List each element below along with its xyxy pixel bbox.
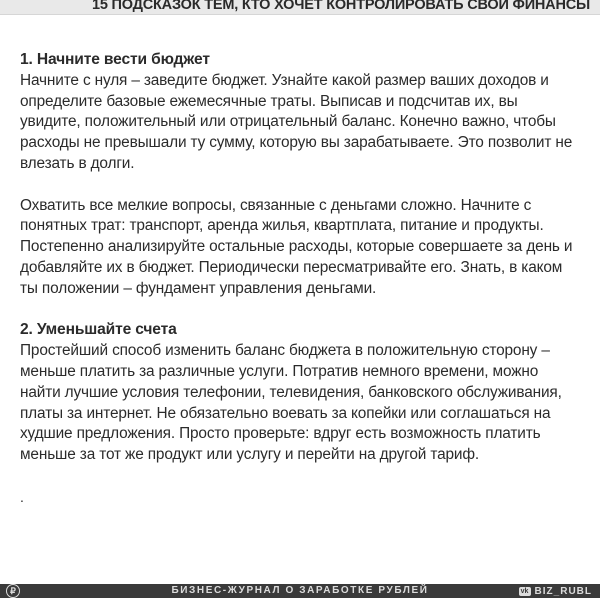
section-heading: 2. Уменьшайте счета [20,321,177,339]
section-bills [20,320,580,466]
article-content [20,50,580,508]
header-title: 15 ПОДСКАЗОК ТЕМ, КТО ХОЧЕТ КОНТРОЛИРОВАТЬ СВОИ ФИНАНСЫ [91,0,590,13]
footer-social[interactable] [519,584,592,598]
section-budget [20,50,580,300]
social-handle[interactable]: BIZ_RUBL [534,585,592,597]
paragraph: Начните с нуля – заведите бюджет. Узнайте какой размер ваших доходов и определите базовые ежемесячные траты. Выписав и подсчитав их, вы увидите, положительный или отрицательный баланс. Конечно важно, чтобы расходы не превышали ту сумму, которую вы зарабатываете. Это позволит не влезать в долги. [20,71,573,172]
ruble-logo-icon: ₽ [6,584,20,598]
section-heading: 1. Начните вести бюджет [20,51,210,68]
trailing-mark: . [20,488,24,505]
header-bar [0,0,600,15]
vk-icon: vk [519,587,531,596]
footer-tagline: БИЗНЕС-ЖУРНАЛ О ЗАРАБОТКЕ РУБЛЕЙ [171,585,429,596]
paragraph: Охватить все мелкие вопросы, связанные с деньгами сложно. Начните с понятных трат: транспорт, аренда жилья, квартплата, питание и продукты. Постепенно анализируйте остальные расходы, которые совершаете за день и добавляйте их в бюджет. Периодически пересматривайте его. Знать, в каком ты положении – фундамент управления деньгами. [20,196,573,297]
footer-bar [0,584,600,598]
paragraph: Простейший способ изменить баланс бюджета в положительную сторону – меньше платить за различные услуги. Потратив немного времени, можно найти лучшие условия телефонии, телевидения, банковского обслуживания, платы за интернет. Не обязательно воевать за копейки или соглашаться на худшие предложения. Просто проверьте: вдруг есть возможность платить меньше за тот же продукт или услугу и перейти на другой тариф. [20,342,562,464]
